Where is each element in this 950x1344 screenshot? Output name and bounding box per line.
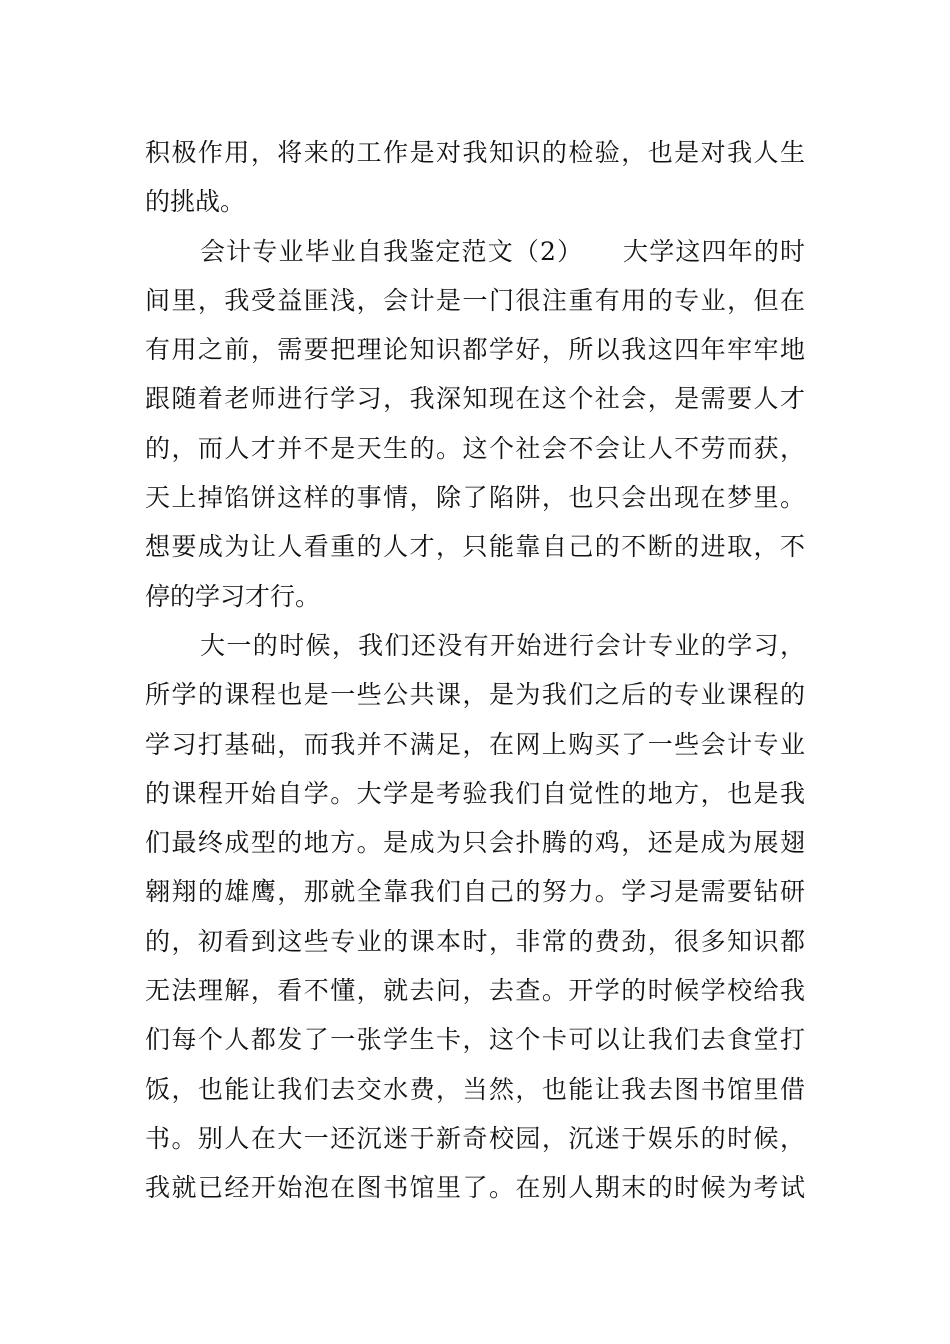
text-line: 所学的课程也是一些公共课，是为我们之后的专业课程的 [145, 680, 805, 710]
text-line: 天上掉馅饼这样的事情，除了陷阱，也只会出现在梦里。 [145, 483, 805, 513]
paragraph-start-line: 大一的时候，我们还没有开始进行会计专业的学习， [200, 630, 805, 660]
text-line: 间里，我受益匪浅，会计是一门很注重有用的专业，但在 [145, 285, 805, 315]
text-line: 的挑战。 [145, 187, 246, 217]
text-line: 书。别人在大一还沉迷于新奇校园，沉迷于娱乐的时候， [145, 1123, 805, 1153]
text-line: 停的学习才行。 [145, 581, 321, 611]
text-line: 跟随着老师进行学习，我深知现在这个社会，是需要人才 [145, 384, 805, 414]
text-line: 们最终成型的地方。是成为只会扑腾的鸡，还是成为展翅 [145, 828, 805, 858]
text-line: 的课程开始自学。大学是考验我们自觉性的地方，也是我 [145, 778, 805, 808]
text-line: 饭，也能让我们去交水费，当然，也能让我去图书馆里借 [145, 1074, 805, 1104]
text-line: 翱翔的雄鹰，那就全靠我们自己的努力。学习是需要钻研 [145, 877, 805, 907]
text-line: 我就已经开始泡在图书馆里了。在别人期末的时候为考试 [145, 1173, 805, 1203]
text-line: 有用之前，需要把理论知识都学好，所以我这四年牢牢地 [145, 335, 805, 365]
text-line: 积极作用，将来的工作是对我知识的检验，也是对我人生 [145, 138, 805, 167]
paragraph-start-line: 会计专业毕业自我鉴定范文（2） 大学这四年的时 [200, 236, 805, 266]
text-line: 学习打基础，而我并不满足，在网上购买了一些会计专业 [145, 729, 805, 759]
text-line: 们每个人都发了一张学生卡，这个卡可以让我们去食堂打 [145, 1025, 805, 1055]
text-line: 的，初看到这些专业的课本时，非常的费劲，很多知识都 [145, 926, 805, 956]
text-line: 无法理解，看不懂，就去问，去查。开学的时候学校给我 [145, 976, 805, 1006]
text-line: 想要成为让人看重的人才，只能靠自己的不断的进取，不 [145, 532, 805, 562]
text-line: 的，而人才并不是天生的。这个社会不会让人不劳而获， [145, 433, 805, 463]
document-body [145, 128, 805, 1213]
